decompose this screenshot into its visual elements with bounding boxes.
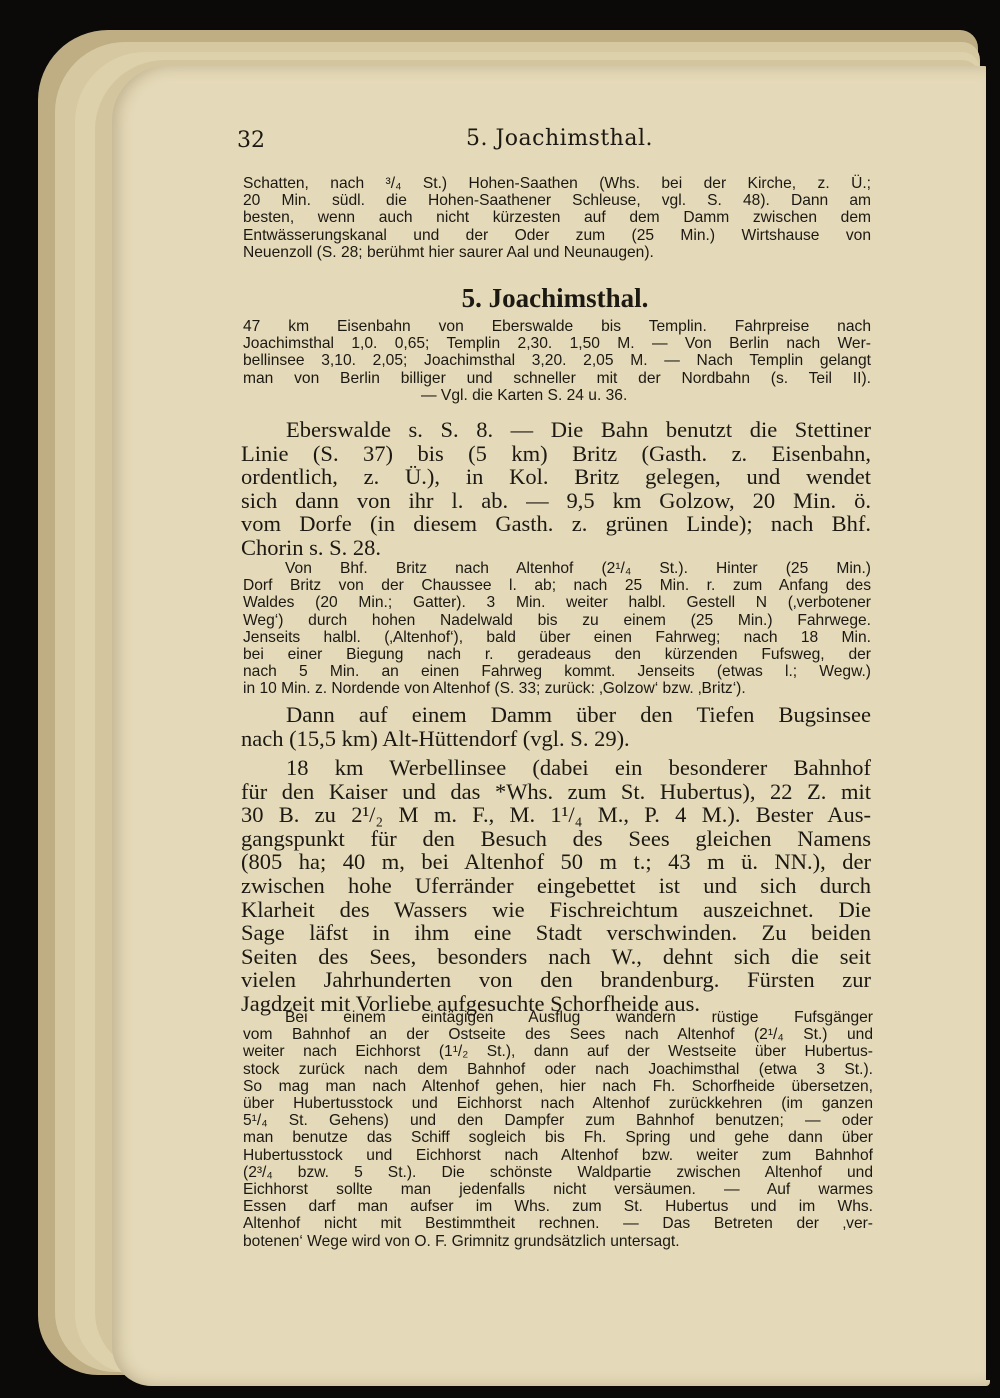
section-title: 5. Joachimsthal. [461,283,649,313]
text-line: Bei einem eintägigen Ausflug wandern rüstige Fufsgänger [285,1009,873,1026]
text-line: nach (15,5 km) Alt-Hüttendorf (vgl. S. 29). [241,725,630,751]
text-line: Dann auf einem Damm über den Tiefen Bugsinsee [286,702,871,727]
text-line: Jagdzeit mit Vorliebe aufgesuchte Schorfheide aus. [241,990,701,1016]
text-line: bei einer Biegung nach r. geradeaus den kürzenden Fufsweg, der [243,646,871,664]
text-line: Schatten, nach ³/₄ St.) Hohen-Saathen (Whs. bei der Kirche, z. Ü.; [243,175,871,192]
text-line: Eberswalde s. S. 8. — Die Bahn benutzt die Stettiner [286,417,871,442]
text-line: für den Kaiser und das *Whs. zum St. Hubertus), 22 Z. mit [241,778,871,804]
text-line: Seiten des Sees, besonders nach W., dehnt sich die seit [241,943,871,969]
running-head: 5. Joachimsthal. [466,126,653,151]
text-line: Neuenzoll (S. 28; berühmt hier saurer Aal und Neunaugen). [243,243,654,261]
text-line: Weg‘) durch hohen Nadelwald bis zu einem (25 Min.) Fahrwege. [243,611,871,629]
text-line: Eichhorst sollte man jedenfalls nicht versäumen. — Auf warmes [243,1181,873,1199]
text-line: Jenseits halbl. (‚Altenhof‘), bald über einen Fahrweg; nach 18 Min. [243,628,871,646]
text-line: 30 B. zu 2¹/₂ M m. F., M. 1¹/₄ M., P. 4 M.). Bester Aus- [241,802,871,828]
text-line: 20 Min. südl. die Hohen-Saathener Schleuse, vgl. S. 48). Dann am [243,192,871,210]
text-line: bellinsee 3,10. 2,05; Joachimsthal 3,20. 2,05 M. — Nach Templin gelangt [243,352,871,370]
text-line: vom Dorfe (in diesem Gasth. z. grünen Linde); nach Bhf. [241,511,871,537]
excursion-note [243,1009,873,1250]
werbellinsee-paragraph [241,756,871,1016]
page-number: 32 [237,128,265,153]
text-line: (2³/₄ bzw. 5 St.). Die schönste Waldpartie zwischen Altenhof und [243,1163,873,1181]
text-line: botenen‘ Wege wird von O. F. Grimnitz grundsätzlich untersagt. [243,1232,680,1250]
text-line: sich dann von ihr l. ab. — 9,5 km Golzow, 20 Min. ö. [241,487,871,513]
background-edge [986,40,1000,1380]
intro-text [243,175,871,261]
text-line: Essen darf man aufser im Whs. zum St. Hubertus und im Whs. [243,1198,873,1216]
text-line: Sage läfst in ihm eine Stadt verschwinden. Zu beiden [241,920,871,946]
text-line: man von Berlin billiger und schneller mit der Nordbahn (s. Teil II). [243,369,871,387]
text-line: — Vgl. die Karten S. 24 u. 36. [421,386,628,404]
text-line: besten, wenn auch nicht kürzesten auf dem Damm zwischen dem [243,209,871,227]
fares-text [243,318,871,404]
text-line: Dorf Britz von der Chaussee l. ab; nach 25 Min. r. zum Anfang des [243,577,871,595]
text-line: 47 km Eisenbahn von Eberswalde bis Templin. Fahrpreise nach [243,318,871,335]
text-line: stock zurück nach dem Bahnhof oder nach Joachimsthal (etwa 3 St.). [243,1060,873,1078]
text-line: ordentlich, z. Ü.), in Kol. Britz gelegen, und wendet [241,464,871,490]
text-line: So mag man nach Altenhof gehen, hier nach Fh. Schorfheide übersetzen, [243,1077,873,1095]
walking-note-1 [243,560,871,698]
text-line: Waldes (20 Min.; Gatter). 3 Min. weiter halbl. Gestell N (‚verbotener [243,594,871,612]
text-line: Von Bhf. Britz nach Altenhof (2¹/₄ St.). Hinter (25 Min.) [285,560,871,577]
text-line: Chorin s. S. 28. [241,534,382,560]
text-line: Linie (S. 37) bis (5 km) Britz (Gasth. z. Eisenbahn, [241,440,871,466]
text-line: Klarheit des Wassers wie Fischreichtum auszeichnet. Die [241,896,871,922]
text-line: zwischen hohe Uferränder eingebettet ist und sich durch [241,872,871,898]
text-line: über Hubertusstock und Eichhorst nach Altenhof zurückkehren (im ganzen [243,1095,873,1113]
text-line: weiter nach Eichhorst (1¹/₂ St.), dann auf der Westseite über Hubertus- [243,1043,873,1061]
text-line: Entwässerungskanal und der Oder zum (25 Min.) Wirtshause von [243,226,871,244]
text-line: man benutze das Schiff sogleich bis Fh. Spring und gehe dann über [243,1129,873,1147]
text-line: Altenhof nicht mit Bestimmtheit rechnen. — Das Betreten der ‚ver- [243,1215,873,1233]
text-line: 5¹/₄ St. Gehens) und den Dampfer zum Bahnhof benutzen; — oder [243,1112,873,1130]
text-line: nach 5 Min. an einen Fahrweg kommt. Jenseits (etwas l.; Wegw.) [243,663,871,681]
text-line: vom Bahnhof an der Ostseite des Sees nach Altenhof (2¹/₄ St.) und [243,1026,873,1044]
text-line: gangspunkt für den Besuch des Sees gleichen Namens [241,825,871,851]
text-line: Joachimsthal 1,0. 0,65; Templin 2,30. 1,50 M. — Von Berlin nach Wer- [243,335,871,353]
route-paragraph-2 [241,703,871,750]
text-line: 18 km Werbellinsee (dabei ein besonderer Bahnhof [286,755,871,780]
text-line: in 10 Min. z. Nordende von Altenhof (S. 33; zurück: ‚Golzow‘ bzw. ‚Britz‘). [243,680,746,698]
text-line: vielen Jahrhunderten von den brandenburg. Fürsten zur [241,967,871,993]
text-line: Hubertusstock und Eichhorst nach Altenhof bzw. weiter zum Bahnhof [243,1146,873,1164]
route-paragraph-1 [241,418,871,560]
text-line: (805 ha; 40 m, bei Altenhof 50 m t.; 43 m ü. NN.), der [241,849,871,875]
